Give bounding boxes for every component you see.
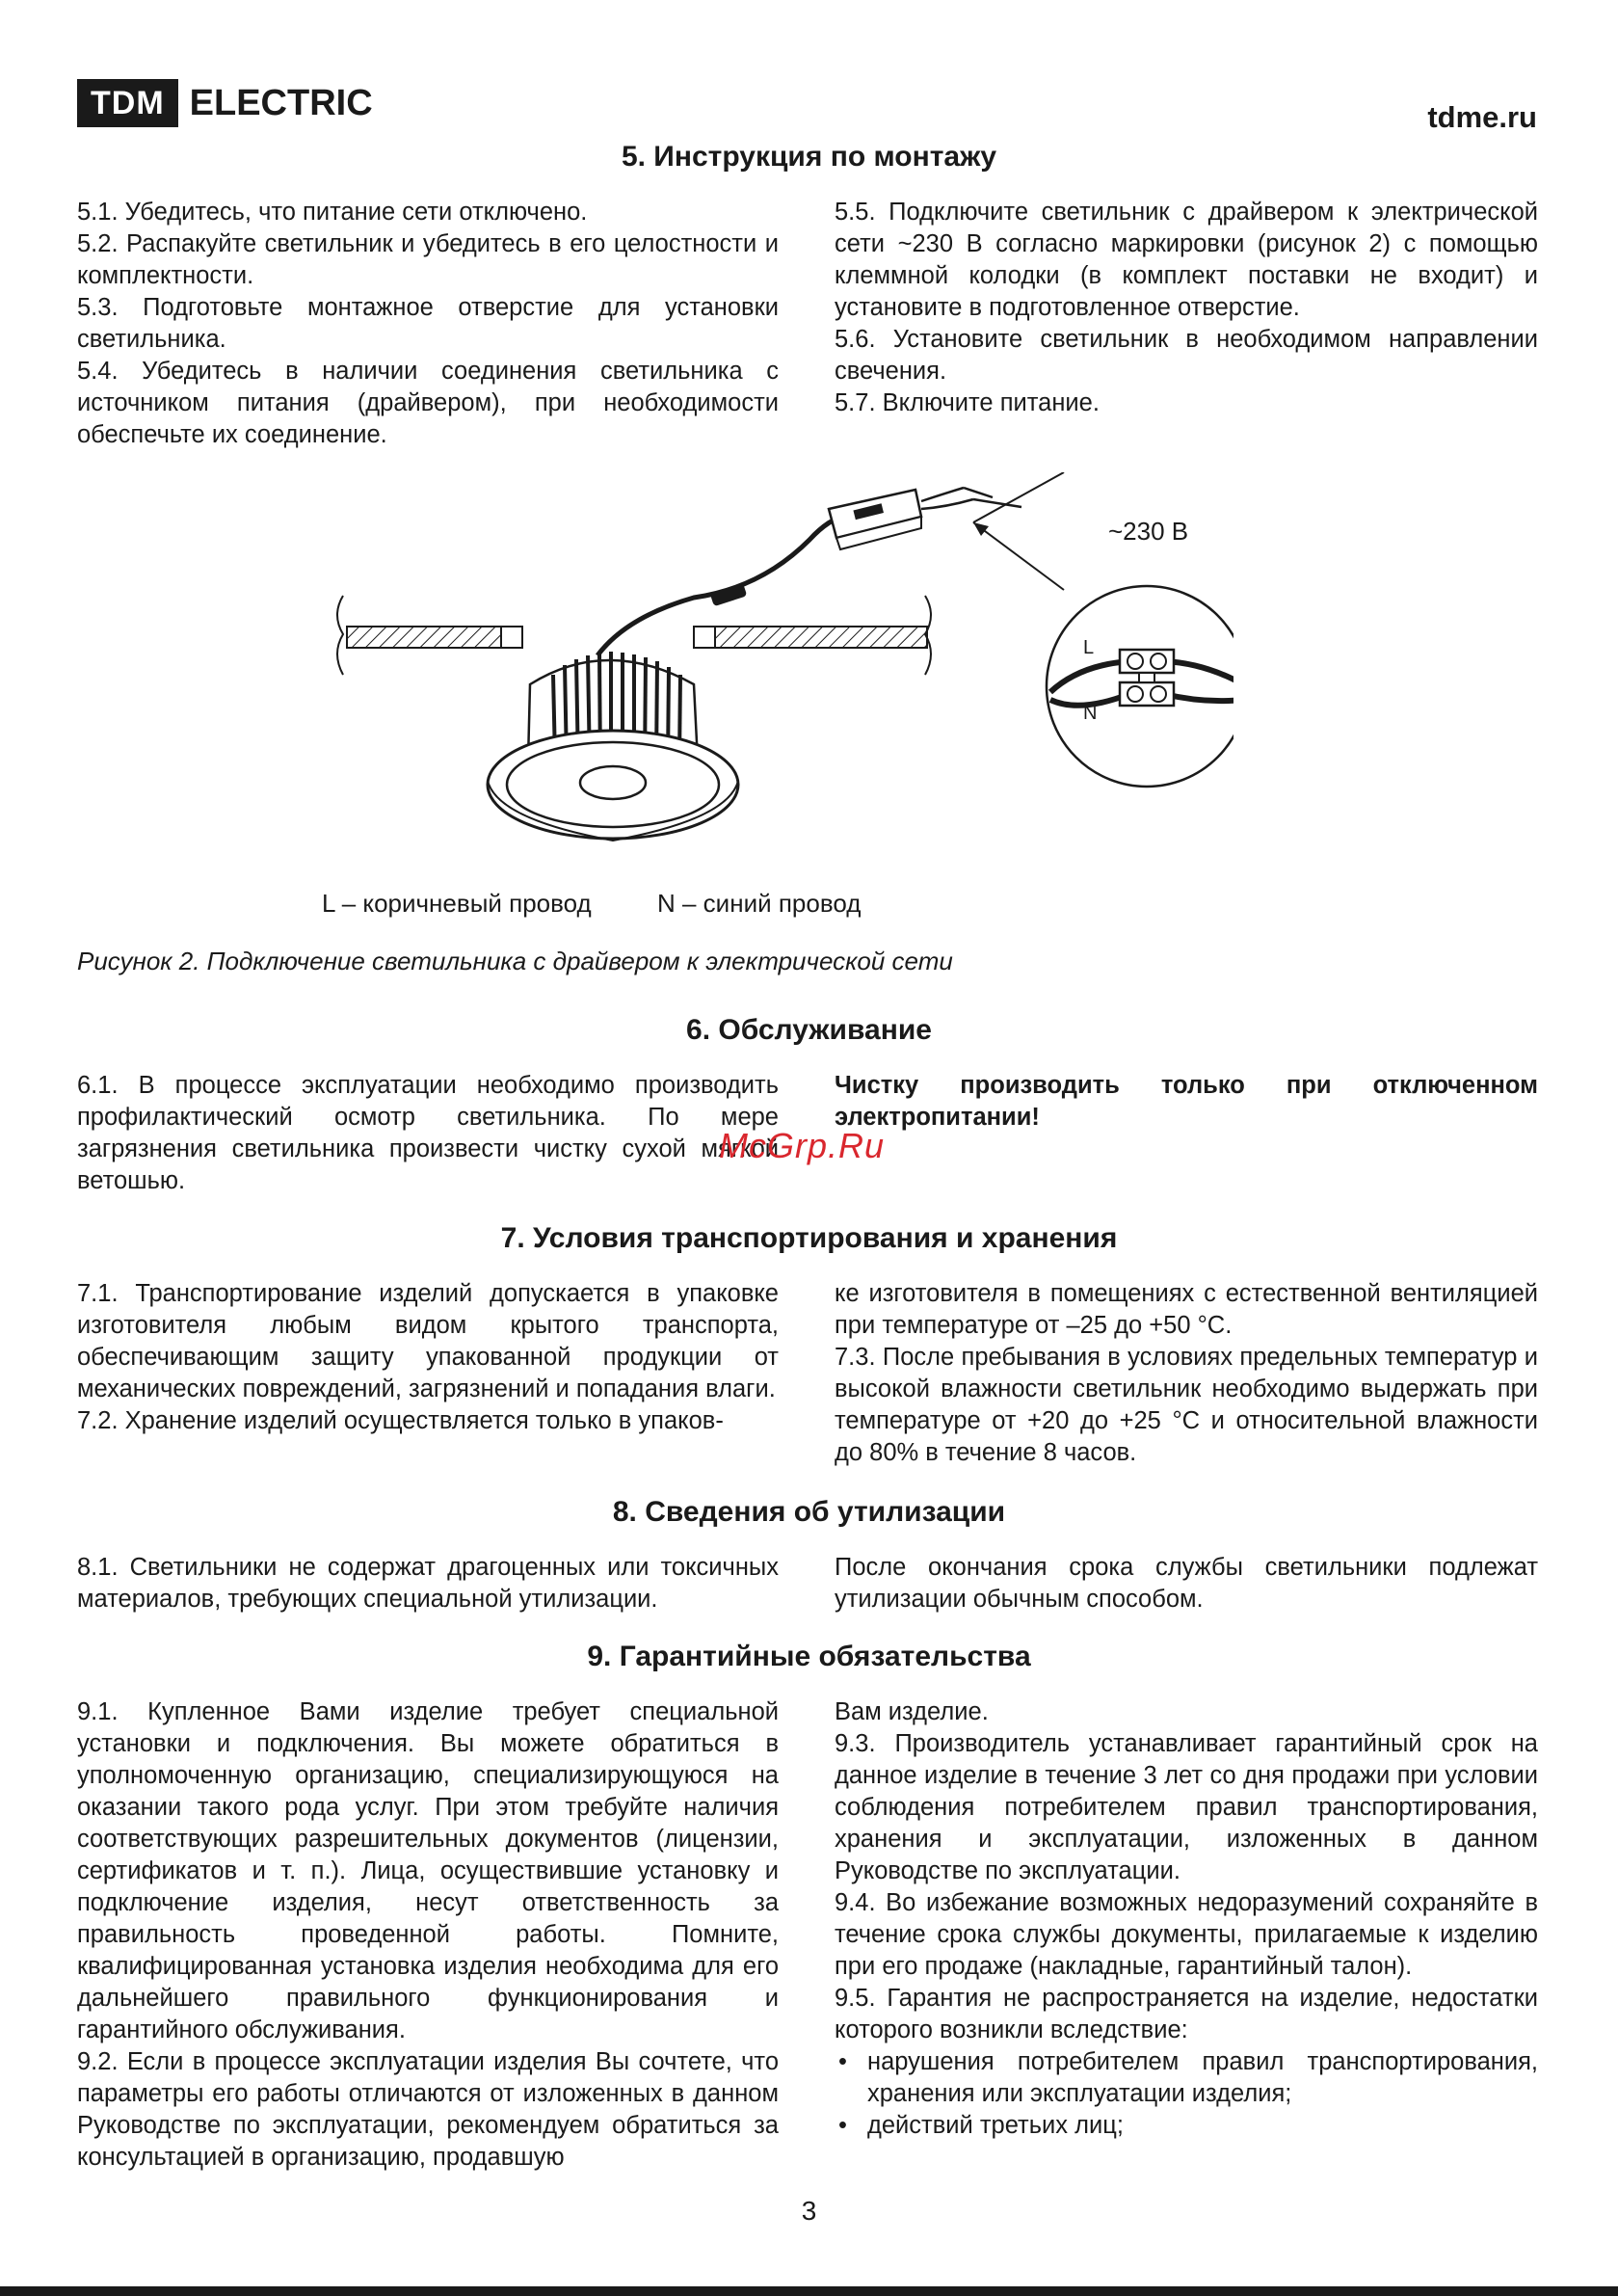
logo-box: TDM xyxy=(77,79,178,127)
arrow-head xyxy=(973,522,989,536)
section-5-right xyxy=(835,197,1538,419)
section-5-title: 5. Инструкция по монтажу xyxy=(621,141,997,173)
list-item: • нарушения потребителем правил транспортирования, хранения или эксплуатации изделия; xyxy=(835,2046,1538,2110)
item-7-3: 7.3. После пребывания в условиях предельных температур и высокой влажности светильник необходимо выдержать при температуре от +20 до +25 °С и относительной влажности до 80% в течение 8 часов. xyxy=(835,1344,1538,1466)
item-9-2: 9.2. Если в процессе эксплуатации изделия Вы сочтете, что параметры его работы отличаются от изложенных в данном Руководстве по эксплуатации, рекомендуем обратиться за консультацией в организацию, продавшую xyxy=(77,2048,779,2171)
luminaire xyxy=(488,652,738,841)
n-mark: N xyxy=(1083,703,1098,724)
item-9-2-cont: Вам изделие. xyxy=(835,1698,989,1725)
brand-logo xyxy=(77,79,373,127)
legend-n: N – синий провод xyxy=(657,889,862,918)
section-6-title: 6. Обслуживание xyxy=(686,1014,932,1046)
terminal-detail xyxy=(1047,586,1233,787)
section-7-left xyxy=(77,1278,779,1437)
section-9-left xyxy=(77,1696,779,2174)
ceiling-left xyxy=(337,596,522,675)
section-8-right xyxy=(835,1552,1538,1615)
page-number: 3 xyxy=(801,2196,817,2226)
warning-text: Чистку производить только при отключенном электропитании! xyxy=(835,1072,1538,1131)
item-9-3: 9.3. Производитель устанавливает гарантийный срок на данное изделие в течение 3 лет со дня продажи при условии соблюдения потребителем правил транспортирования, хранения и эксплуатации, изложенных в данном Руководстве по эксплуатации. xyxy=(835,1730,1538,1884)
item-8-note: После окончания срока службы светильники подлежат утилизации обычным способом. xyxy=(835,1554,1538,1613)
item-5-3: 5.3. Подготовьте монтажное отверстие для установки светильника. xyxy=(77,294,779,353)
item-5-7: 5.7. Включите питание. xyxy=(835,389,1100,416)
voltage-label: ~230 В xyxy=(1108,517,1189,546)
item-9-4: 9.4. Во избежание возможных недоразумений сохраняйте в течение срока службы документы, прилагаемые к изделию при его продаже (накладные, гарантийный талон). xyxy=(835,1889,1538,1980)
list-item: • действий третьих лиц; xyxy=(835,2110,1538,2142)
watermark: McGrp.Ru xyxy=(719,1126,886,1165)
item-9-5: 9.5. Гарантия не распространяется на изделие, недостатки которого возникли вследствие: xyxy=(835,1985,1538,2043)
section-6-left xyxy=(77,1070,779,1197)
item-7-1: 7.1. Транспортирование изделий допускается в упаковке изготовителя любым видом крытого транспорта, обеспечивающим защиту упакованной продукции от механических повреждений, загрязнений и попадания влаги. xyxy=(77,1280,779,1402)
section-9-title: 9. Гарантийные обязательства xyxy=(587,1641,1031,1672)
ceiling-right xyxy=(694,596,931,675)
item-6-1: 6.1. В процессе эксплуатации необходимо производить профилактический осмотр светильника. По мере загрязнения светильника произвести чистку сухой мягкой ветошью. xyxy=(77,1072,779,1194)
item-8-1: 8.1. Светильники не содержат драгоценных или токсичных материалов, требующих специальной утилизации. xyxy=(77,1554,779,1613)
item-5-1: 5.1. Убедитесь, что питание сети отключено. xyxy=(77,199,588,226)
section-8-title: 8. Сведения об утилизации xyxy=(612,1496,1006,1528)
section-9-right xyxy=(835,1696,1538,2142)
wiring-diagram xyxy=(308,472,1233,877)
legend-l: L – коричневый провод xyxy=(322,889,592,918)
arrow-line xyxy=(973,472,1064,522)
section-7-title: 7. Условия транспортирования и хранения xyxy=(500,1222,1118,1254)
section-7-right xyxy=(835,1278,1538,1469)
logo-text: ELECTRIC xyxy=(189,82,373,123)
item-7-2: 7.2. Хранение изделий осуществляется только в упаков- xyxy=(77,1407,724,1434)
output-wires xyxy=(921,488,1021,509)
item-5-6: 5.6. Установите светильник в необходимом направлении свечения. xyxy=(835,326,1538,385)
section-5-left xyxy=(77,197,779,451)
section-6-right xyxy=(835,1070,1538,1134)
exclusions-list xyxy=(835,2046,1538,2142)
figure-caption: Рисунок 2. Подключение светильника с драйвером к электрической сети xyxy=(77,947,953,975)
bottom-rule xyxy=(0,2286,1618,2296)
connector xyxy=(710,583,748,606)
item-9-1: 9.1. Купленное Вами изделие требует специальной установки и подключения. Вы можете обратиться в уполномоченную организацию, специализирующуюся на оказании такого рода услуг. При этом требуйте наличия соответствующих разрешительных документов (лицензии, сертификатов и т. п.). Лица, осуществившие установку и подключение изделия, несут ответственность за правильность проведенной работы. Помните, квалифицированная установка изделия необходима для его дальнейшего правильного функционирования и гарантийного обслуживания. xyxy=(77,1698,779,2043)
item-5-2: 5.2. Распакуйте светильник и убедитесь в его целостности и комплектности. xyxy=(77,230,779,289)
driver xyxy=(829,490,921,549)
l-mark: L xyxy=(1083,637,1095,658)
item-5-5: 5.5. Подключите светильник с драйвером к электрической сети ~230 В согласно маркировки (рисунок 2) с помощью клеммной колодки (в комплект поставки не входит) и установите в подготовленное отверстие. xyxy=(835,199,1538,321)
site-url: tdme.ru xyxy=(1427,100,1537,134)
item-7-2-cont: ке изготовителя в помещениях с естественной вентиляцией при температуре от –25 до +50 °С. xyxy=(835,1280,1538,1339)
item-5-4: 5.4. Убедитесь в наличии соединения светильника с источником питания (драйвером), при необходимости обеспечьте их соединение. xyxy=(77,358,779,448)
section-8-left xyxy=(77,1552,779,1615)
pointer-line xyxy=(973,522,1064,590)
